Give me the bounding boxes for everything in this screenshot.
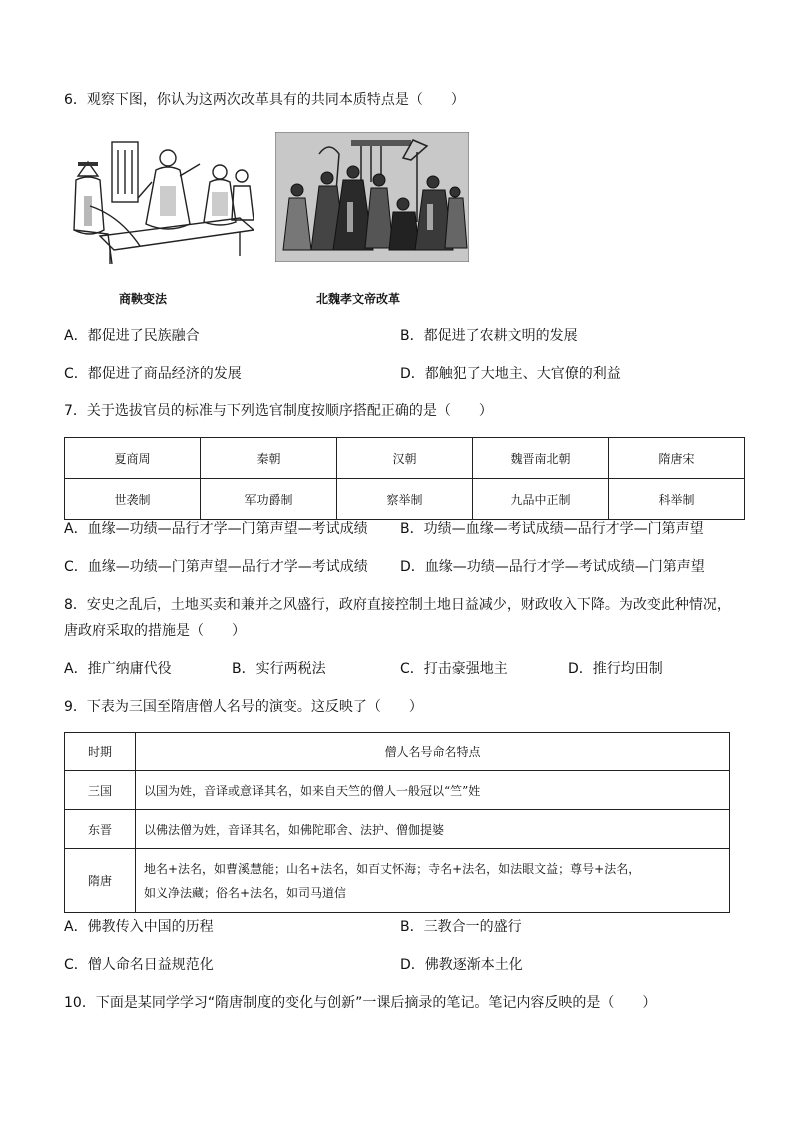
q8-stem-line2: 唐政府采取的措施是（ ） xyxy=(64,623,246,639)
q7-stem: 7．关于选拔官员的标准与下列选官制度按顺序搭配正确的是（ ） xyxy=(64,403,493,419)
table-cell: 以国为姓，音译或意译其名，如来自天竺的僧人一般冠以“竺”姓 xyxy=(136,771,730,810)
table-row xyxy=(65,810,730,849)
table-cell: 隋唐宋 xyxy=(609,438,745,479)
q8-option-a[interactable]: A．推广纳庸代役 xyxy=(64,661,172,677)
table-cell: 军功爵制 xyxy=(201,479,337,520)
table-row xyxy=(65,479,745,520)
q7-option-a[interactable]: A．血缘—功绩—品行才学—门第声望—考试成绩 xyxy=(64,521,368,537)
xiaowen-reform-illustration xyxy=(275,132,469,262)
q6-option-b[interactable]: B．都促进了农耕文明的发展 xyxy=(400,328,578,344)
table-cell: 夏商周 xyxy=(65,438,201,479)
table-cell: 以佛法僧为姓，音译其名，如佛陀耶舍、法护、僧伽提婆 xyxy=(136,810,730,849)
table-header-cell: 僧人名号命名特点 xyxy=(136,733,730,771)
table-cell: 秦朝 xyxy=(201,438,337,479)
q8-option-b[interactable]: B．实行两税法 xyxy=(232,661,326,677)
q9-option-d[interactable]: D．佛教逐渐本土化 xyxy=(400,957,523,973)
q9-option-a[interactable]: A．佛教传入中国的历程 xyxy=(64,919,214,935)
q7-option-b[interactable]: B．功绩—血缘—考试成绩—品行才学—门第声望 xyxy=(400,521,704,537)
q8-option-c[interactable]: C．打击豪强地主 xyxy=(400,661,508,677)
q6-stem: 6．观察下图，你认为这两次改革具有的共同本质特点是（ ） xyxy=(64,92,465,108)
q7-option-d[interactable]: D．血缘—功绩—品行才学—考试成绩—门第声望 xyxy=(400,559,705,575)
q8-stem-line1: 8．安史之乱后，土地买卖和兼并之风盛行，政府直接控制土地日益减少，财政收入下降。为改变此种情况， xyxy=(64,597,731,613)
q6-option-c[interactable]: C．都促进了商品经济的发展 xyxy=(64,366,242,382)
q9-option-c[interactable]: C．僧人命名日益规范化 xyxy=(64,957,214,973)
table-cell: 世袭制 xyxy=(65,479,201,520)
q6-option-d[interactable]: D．都触犯了大地主、大官僚的利益 xyxy=(400,366,621,382)
q6-option-a[interactable]: A．都促进了民族融合 xyxy=(64,328,200,344)
q8-option-d[interactable]: D．推行均田制 xyxy=(568,661,663,677)
table-header-cell: 时期 xyxy=(65,733,136,771)
table-cell: 东晋 xyxy=(65,810,136,849)
q10-stem: 10．下面是某同学学习“隋唐制度的变化与创新”一课后摘录的笔记。笔记内容反映的是（ ） xyxy=(64,995,657,1011)
table-cell xyxy=(136,849,730,913)
table-cell: 科举制 xyxy=(609,479,745,520)
table-cell: 三国 xyxy=(65,771,136,810)
table-cell: 魏晋南北朝 xyxy=(473,438,609,479)
caption-shang-yang: 商鞅变法 xyxy=(119,292,168,306)
table-cell: 九品中正制 xyxy=(473,479,609,520)
table-cell-line: 地名+法名，如曹溪慧能；山名+法名，如百丈怀海；寺名+法名，如法眼文益；尊号+法名， xyxy=(144,861,641,876)
table-row xyxy=(65,733,730,771)
table-row xyxy=(65,771,730,810)
q7-option-c[interactable]: C．血缘—功绩—门第声望—品行才学—考试成绩 xyxy=(64,559,368,575)
q7-table xyxy=(64,437,745,520)
q9-stem: 9．下表为三国至隋唐僧人名号的演变。这反映了（ ） xyxy=(64,699,423,715)
shang-yang-illustration xyxy=(70,136,254,266)
q9-table xyxy=(64,732,730,913)
table-cell: 隋唐 xyxy=(65,849,136,913)
q9-option-b[interactable]: B．三教合一的盛行 xyxy=(400,919,522,935)
table-cell: 察举制 xyxy=(337,479,473,520)
table-row xyxy=(65,438,745,479)
caption-xiaowen: 北魏孝文帝改革 xyxy=(316,292,401,306)
table-cell-line: 如义净法藏；俗名+法名，如司马道信 xyxy=(144,885,347,900)
table-row xyxy=(65,849,730,913)
table-cell: 汉朝 xyxy=(337,438,473,479)
